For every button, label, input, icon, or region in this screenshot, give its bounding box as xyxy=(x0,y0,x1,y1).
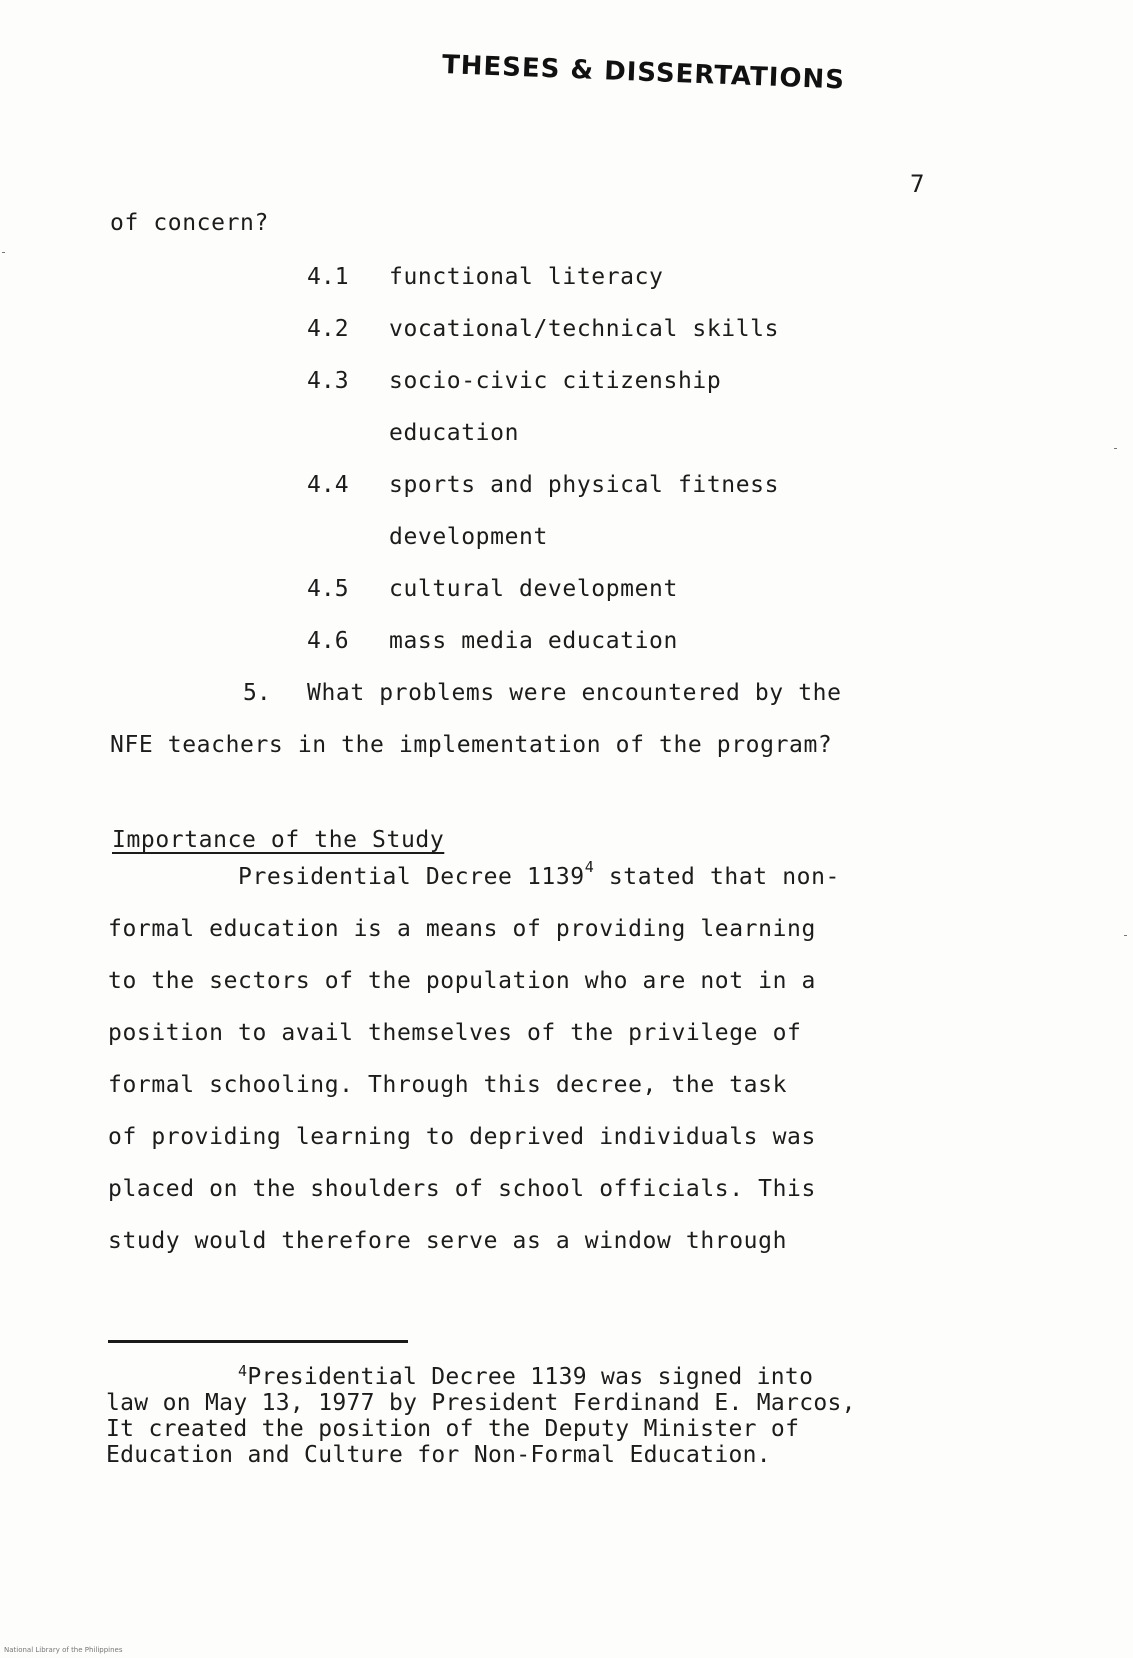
question-number: 5. xyxy=(243,680,271,706)
section-heading: Importance of the Study xyxy=(112,827,445,853)
list-item-continuation: development xyxy=(389,524,548,550)
list-item-text: vocational/technical skills xyxy=(389,316,780,342)
list-item-text: mass media education xyxy=(389,628,678,654)
paragraph-line: formal schooling. Through this decree, the task xyxy=(108,1072,788,1098)
footnote-line: law on May 13, 1977 by President Ferdinand E. Marcos, xyxy=(106,1390,856,1416)
list-item-number: 4.1 xyxy=(307,264,349,290)
scan-speck xyxy=(1124,935,1127,936)
paragraph-text: Presidential Decree 1139 xyxy=(238,864,585,890)
list-item-text: sports and physical fitness xyxy=(389,472,780,498)
paragraph-line: position to avail themselves of the privilege of xyxy=(108,1020,802,1046)
footnote-marker: 4 xyxy=(238,1362,248,1380)
paragraph-line: to the sectors of the population who are not in a xyxy=(108,968,816,994)
list-item-number: 4.6 xyxy=(307,628,349,654)
list-item-text: functional literacy xyxy=(389,264,664,290)
footnote-divider xyxy=(108,1340,408,1343)
page-number: 7 xyxy=(910,170,925,198)
body-line: of concern? xyxy=(110,210,269,236)
list-item-text: socio-civic citizenship xyxy=(389,368,722,394)
scan-speck xyxy=(2,252,5,253)
paragraph-line: study would therefore serve as a window through xyxy=(108,1228,788,1254)
footnote-line: Education and Culture for Non-Formal Education. xyxy=(106,1442,771,1468)
scan-speck xyxy=(1114,448,1117,449)
list-item-number: 4.2 xyxy=(307,316,349,342)
paragraph-line: placed on the shoulders of school officials. This xyxy=(108,1176,816,1202)
paragraph-line: of providing learning to deprived individuals was xyxy=(108,1124,816,1150)
paragraph-line: formal education is a means of providing learning xyxy=(108,916,816,942)
paragraph-text: stated that non- xyxy=(594,864,840,890)
question-text: What problems were encountered by the xyxy=(307,680,842,706)
footnote-line xyxy=(238,1364,813,1390)
list-item-text: cultural development xyxy=(389,576,678,602)
list-item-number: 4.5 xyxy=(307,576,349,602)
scan-footer-note: National Library of the Philippines xyxy=(4,1646,123,1654)
list-item-number: 4.3 xyxy=(307,368,349,394)
question-continuation: NFE teachers in the implementation of the program? xyxy=(110,732,833,758)
archive-stamp: THESES & DISSERTATIONS xyxy=(441,50,846,96)
footnote-text: Presidential Decree 1139 was signed into xyxy=(247,1364,814,1390)
list-item-continuation: education xyxy=(389,420,520,446)
footnote-reference: 4 xyxy=(584,858,595,876)
list-item-number: 4.4 xyxy=(307,472,349,498)
paragraph-line xyxy=(238,858,840,890)
footnote-line: It created the position of the Deputy Minister of xyxy=(106,1416,800,1442)
